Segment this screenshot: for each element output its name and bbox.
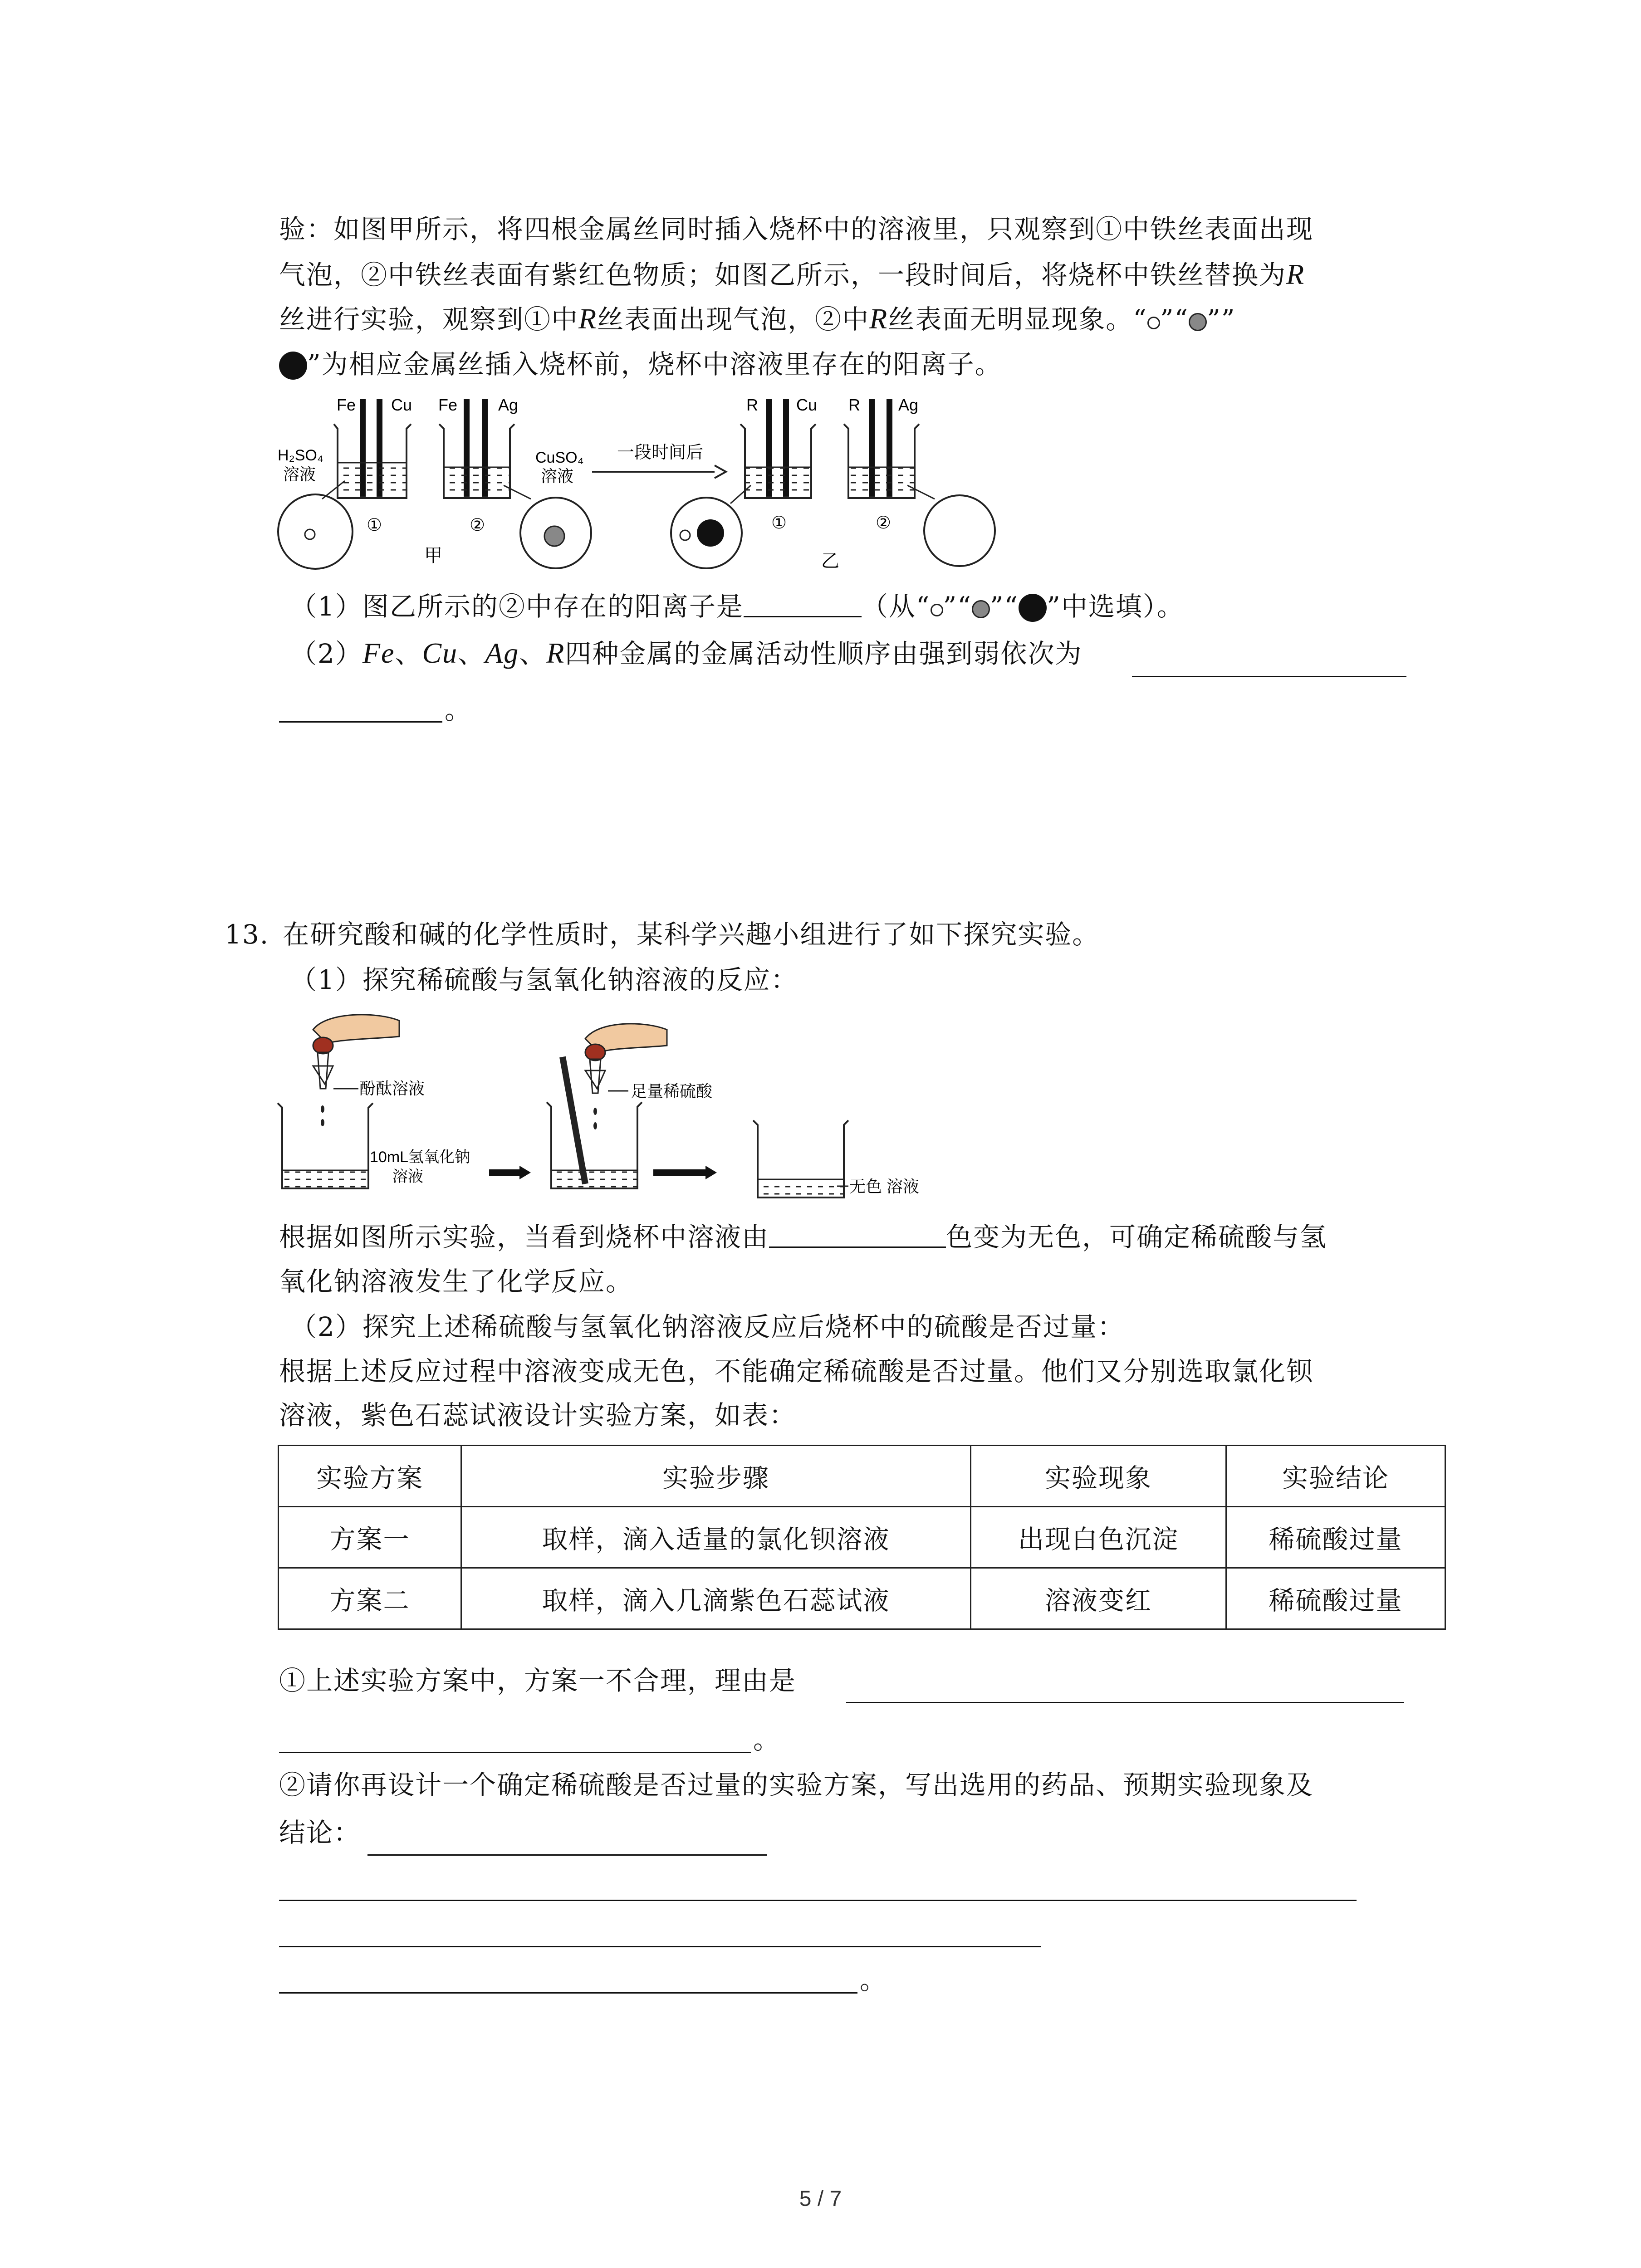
- ion-empty-circle-icon: [931, 604, 943, 616]
- q13-question1: ①上述实验方案中，方案一不合理，理由是: [279, 1665, 797, 1696]
- table-row: [279, 1568, 1445, 1629]
- svg-text:R: R: [848, 396, 860, 414]
- q13-question1-end: 。: [753, 1724, 781, 1755]
- answer-blank[interactable]: [769, 1220, 946, 1248]
- ion-empty-circle-icon: [1147, 317, 1160, 329]
- q13-question2-line1: ②请你再设计一个确定稀硫酸是否过量的实验方案，写出选用的药品、预期实验现象及: [279, 1769, 1314, 1800]
- q12-sub1: （1）图乙所示的②中存在的阳离子是 （从“ ”“ ”“ ”中选填）。: [290, 590, 1184, 622]
- svg-text:①: ①: [367, 516, 382, 535]
- table-cell: 方案二: [279, 1568, 461, 1629]
- svg-text:Fe: Fe: [438, 396, 458, 414]
- table-header: 实验结论: [1226, 1446, 1445, 1507]
- experiment-table: [278, 1445, 1446, 1630]
- q13-part1-line2: 氧化钠溶液发生了化学反应。: [279, 1266, 633, 1297]
- table-header: 实验现象: [971, 1446, 1226, 1507]
- table-cell: 取样，滴入适量的氯化钡溶液: [461, 1507, 971, 1568]
- q13-part1-line1: 根据如图所示实验，当看到烧杯中溶液由 色变为无色，可确定稀硫酸与氢: [279, 1220, 1327, 1253]
- beaker-label-fe: Fe: [337, 396, 356, 414]
- page-number: 5 / 7: [799, 2187, 842, 2211]
- arrow-label: 一段时间后: [617, 443, 704, 462]
- q13-figure: [272, 1012, 953, 1207]
- solution-label-h2so4: H₂SO₄: [278, 447, 323, 464]
- svg-text:①: ①: [771, 513, 787, 533]
- beaker-naoh: [278, 1015, 470, 1188]
- solution-label-solution-right: 溶液: [541, 467, 574, 485]
- q12-intro-line3: 丝进行实验，观察到①中R丝表面出现气泡，②中R丝表面无明显现象。“ ”“ ””: [279, 303, 1236, 335]
- dropper-icon: [318, 1052, 328, 1089]
- table-cell: 稀硫酸过量: [1226, 1507, 1445, 1568]
- dropper-icon: [590, 1059, 601, 1093]
- label-naoh: 10mL氢氧化钠: [370, 1149, 470, 1166]
- svg-text:Ag: Ag: [898, 396, 919, 414]
- svg-text:Ag: Ag: [498, 396, 519, 414]
- q13-question2-end: 。: [860, 1965, 887, 1995]
- q13-part2-line1: 根据上述反应过程中溶液变成无色，不能确定稀硫酸是否过量。他们又分别选取氯化钡: [279, 1356, 1314, 1387]
- table-cell: 稀硫酸过量: [1226, 1568, 1445, 1629]
- q12-intro-line4: ”为相应金属丝插入烧杯前，烧杯中溶液里存在的阳离子。: [279, 348, 1002, 380]
- beaker-colorless: [753, 1120, 919, 1198]
- label-colorless-solution: 无色 溶液: [849, 1177, 920, 1196]
- table-cell: 取样，滴入几滴紫色石蕊试液: [461, 1568, 971, 1629]
- q13-part1-title: （1）探究稀硫酸与氢氧化钠溶液的反应：: [290, 964, 798, 995]
- answer-blank[interactable]: [367, 1854, 767, 1856]
- svg-text:②: ②: [470, 516, 485, 535]
- caption-jia: 甲: [424, 546, 442, 566]
- beaker-yi-1: [671, 396, 817, 568]
- table-cell: 溶液变红: [971, 1568, 1226, 1629]
- glass-rod-icon: [563, 1057, 585, 1184]
- dropper-bulb-icon: [313, 1037, 333, 1054]
- q12-sub2: （2）Fe、Cu、Ag、R四种金属的金属活动性顺序由强到弱依次为: [290, 637, 1083, 669]
- svg-text:②: ②: [876, 513, 892, 533]
- beaker-titration: [547, 1024, 713, 1188]
- svg-text:溶液: 溶液: [392, 1168, 423, 1185]
- q12-intro-line1: 验：如图甲所示，将四根金属丝同时插入烧杯中的溶液里，只观察到①中铁丝表面出现: [279, 214, 1314, 244]
- answer-blank[interactable]: [279, 721, 442, 723]
- ion-gray-circle-icon: [972, 600, 990, 618]
- ion-black-circle-icon: [279, 352, 307, 380]
- q13-question2-line2: 结论：: [279, 1817, 361, 1848]
- question-number: 13.: [225, 919, 269, 950]
- table-row: [279, 1507, 1445, 1568]
- answer-blank[interactable]: [279, 1992, 857, 1994]
- caption-yi: 乙: [821, 551, 839, 571]
- svg-text:Cu: Cu: [796, 396, 818, 414]
- answer-blank[interactable]: [846, 1702, 1404, 1703]
- ion-gray-circle-icon: [1189, 313, 1207, 331]
- q13-part2-title: （2）探究上述稀硫酸与氢氧化钠溶液反应后烧杯中的硫酸是否过量：: [290, 1311, 1125, 1342]
- q13-stem: 13. 在研究酸和碱的化学性质时，某科学兴趣小组进行了如下探究实验。: [225, 919, 1100, 950]
- svg-text:R: R: [746, 396, 758, 414]
- answer-blank[interactable]: [744, 590, 862, 617]
- answer-blank[interactable]: [279, 1752, 751, 1753]
- q12-figure: [272, 386, 1021, 576]
- beaker-yi-2: [844, 396, 995, 566]
- q12-intro-line2: 气泡，②中铁丝表面有紫红色物质；如图乙所示，一段时间后，将烧杯中铁丝替换为R: [279, 258, 1305, 290]
- label-dilute-sulfuric-acid: 足量稀硫酸: [631, 1082, 713, 1100]
- table-cell: 方案一: [279, 1507, 461, 1568]
- answer-blank[interactable]: [279, 1946, 1041, 1947]
- table-cell: 出现白色沉淀: [971, 1507, 1226, 1568]
- q13-part2-line2: 溶液，紫色石蕊试液设计实验方案，如表：: [279, 1400, 797, 1431]
- ion-black-circle-icon: [1019, 594, 1047, 622]
- table-header-row: [279, 1446, 1445, 1507]
- dropper-bulb-icon: [585, 1044, 605, 1061]
- answer-blank[interactable]: [279, 1900, 1357, 1901]
- q12-sub2-end: 。: [445, 694, 472, 725]
- table-header: 实验方案: [279, 1446, 461, 1507]
- beaker-label-cu: Cu: [391, 396, 412, 414]
- solution-label-solution-left: 溶液: [283, 465, 316, 484]
- label-phenolphthalein: 酚酞溶液: [359, 1079, 425, 1098]
- solution-label-cuso4: CuSO₄: [535, 449, 584, 466]
- table-header: 实验步骤: [461, 1446, 971, 1507]
- answer-blank[interactable]: [1132, 676, 1406, 677]
